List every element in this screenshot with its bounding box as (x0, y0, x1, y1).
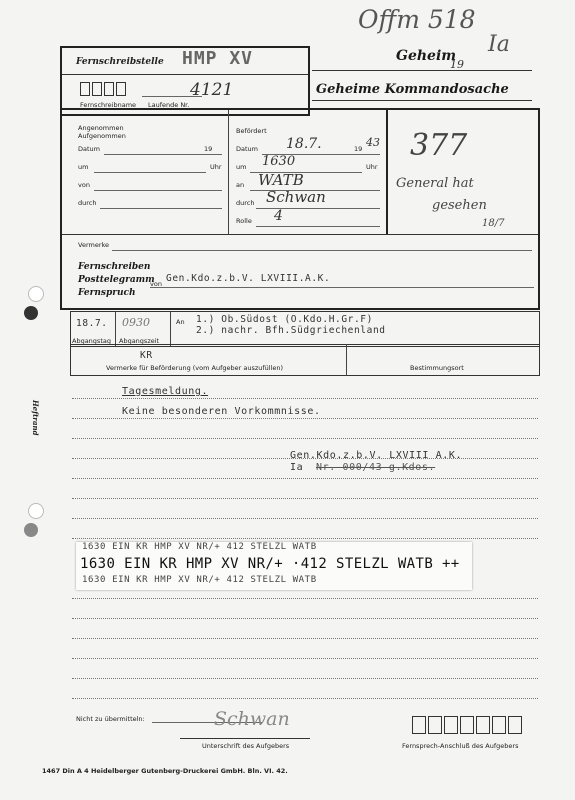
not-transmit-label: Nicht zu übermitteln: (76, 715, 145, 723)
tape-main-line: 1630 EIN KR HMP XV NR/+ ·412 STELZL WATB ++ (80, 556, 460, 572)
phone-cell (508, 716, 522, 734)
received-by-label: durch (78, 199, 97, 207)
office-stamp: HMP XV (182, 48, 254, 69)
tape-bottom-line: 1630 EIN KR HMP XV NR/+ 412 STELZL WATB (82, 575, 317, 584)
punch-hole (28, 286, 44, 302)
received-hour-label: Uhr (210, 163, 222, 171)
received-time-label: um (78, 163, 89, 171)
received-label: Angenommen (78, 124, 124, 132)
code-cell (104, 82, 114, 96)
type-telex: Fernschreiben (78, 262, 151, 272)
recipient-2: 2.) nachr. Bfh.Südgriechenland (196, 325, 386, 336)
note-line-1: General hat (396, 176, 474, 191)
sent-year-value: 43 (366, 136, 380, 149)
note-number: 377 (410, 128, 468, 163)
message-title: Tagesmeldung. (122, 386, 209, 397)
role-label: Rolle (236, 217, 252, 225)
departure-date-label: Abgangstag (72, 337, 111, 345)
phone-cell (460, 716, 474, 734)
signature-unit: Gen.Kdo.z.b.V. LXVIII A.K. (290, 450, 463, 461)
sent-date-label: Datum (236, 145, 258, 153)
punch-hole (28, 503, 44, 519)
phone-cell (444, 716, 458, 734)
sent-date-value: 18.7. (286, 136, 322, 152)
margin-label: Heftrand (31, 400, 40, 436)
code-cell (92, 82, 102, 96)
sender-signature: Schwan (214, 708, 290, 730)
office-label: Fernschreibstelle (76, 57, 164, 67)
departure-time: 0930 (122, 316, 150, 329)
message-text: Keine besonderen Vorkommnisse. (122, 406, 321, 417)
sent-time-value: 1630 (262, 154, 296, 169)
recorded-label: Aufgenommen (78, 132, 126, 140)
printer-imprint: 1467 Din A 4 Heidelberger Gutenberg-Druckerei GmbH. Bln. VI. 42. (42, 767, 288, 775)
departure-date: 18.7. (76, 318, 108, 329)
tape-top-line: 1630 EIN KR HMP XV NR/+ 412 STELZL WATB (82, 542, 317, 550)
sent-to-value: WATB (258, 171, 304, 189)
received-year-prefix: 19 (204, 145, 213, 153)
destination-caption: Bestimmungsort (410, 364, 464, 372)
role-value: 4 (274, 208, 283, 224)
code-cell (116, 82, 126, 96)
phone-cell (492, 716, 506, 734)
note-line-2: gesehen (432, 198, 487, 213)
top-secret-label: Geheime Kommandosache (316, 82, 509, 97)
phone-cell (428, 716, 442, 734)
archive-sub: Ia (488, 32, 510, 57)
note-line-3: 18/7 (482, 218, 505, 229)
sent-by-value: Schwan (266, 188, 326, 206)
sent-time-label: um (236, 163, 247, 171)
name-label: Fernschreibname (80, 101, 137, 109)
punch-hole (24, 306, 38, 320)
to-label: An (176, 318, 185, 326)
serial-value: 4121 (190, 80, 234, 100)
sender-from-label: von (150, 280, 162, 288)
priority-caption: Vermerke für Beförderung (vom Aufgeber auszufüllen) (106, 364, 284, 372)
received-date-label: Datum (78, 145, 100, 153)
serial-label: Laufende Nr. (148, 101, 190, 109)
sender-value: Gen.Kdo.z.b.V. LXVIII.A.K. (166, 273, 331, 284)
signature-section: Ia (290, 462, 304, 473)
remarks-label: Vermerke (78, 241, 110, 249)
phone-cell (476, 716, 490, 734)
phone-cell (412, 716, 426, 734)
secret-label: Geheim (396, 48, 457, 64)
sent-hour-label: Uhr (366, 163, 378, 171)
phone-caption: Fernsprech-Anschluß des Aufgebers (402, 742, 519, 750)
departure-time-label: Abgangszeit (119, 337, 160, 345)
secret-sub: 19 (450, 58, 464, 71)
sent-year-prefix: 19 (354, 145, 363, 153)
sent-by-label: durch (236, 199, 255, 207)
received-from-label: von (78, 181, 90, 189)
punch-hole (24, 523, 38, 537)
signature-struck: Nr. 000/43 g.Kdos. (316, 462, 436, 473)
priority-value: KR (140, 350, 153, 361)
code-cell (80, 82, 90, 96)
recipient-1: 1.) Ob.Südost (O.Kdo.H.Gr.F) (196, 314, 373, 325)
type-telegram: Posttelegramm (78, 275, 155, 285)
sent-to-label: an (236, 181, 245, 189)
archive-mark: Offm 518 (358, 5, 476, 34)
sent-label: Befördert (236, 127, 267, 135)
signature-caption: Unterschrift des Aufgebers (202, 742, 290, 750)
type-phone: Fernspruch (78, 288, 136, 298)
